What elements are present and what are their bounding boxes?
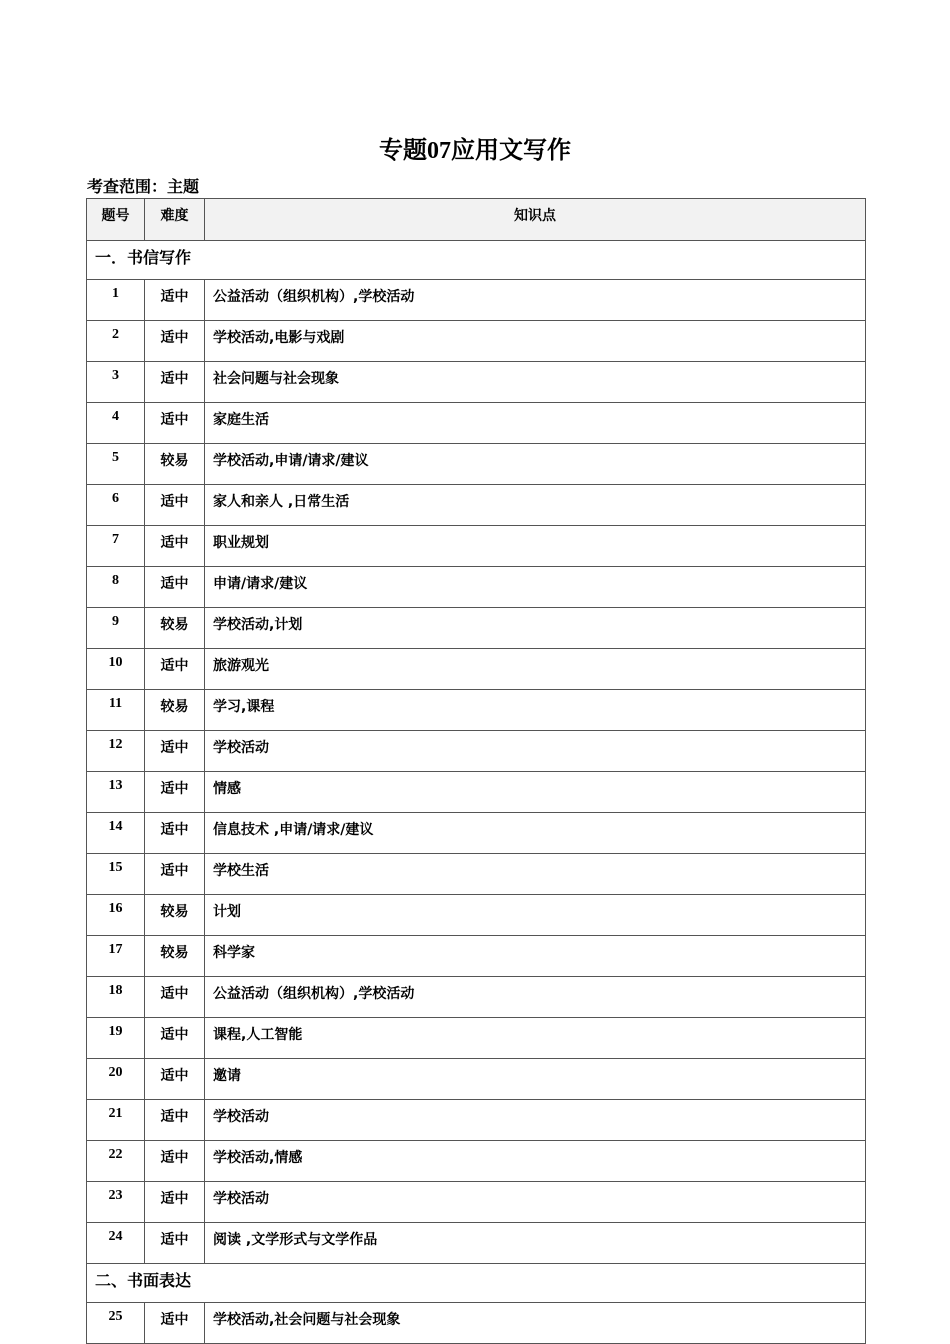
row-num: 25 (87, 1303, 145, 1344)
row-num: 24 (87, 1223, 145, 1264)
row-knowledge: 情感 (205, 772, 866, 813)
section-row (87, 241, 866, 280)
row-difficulty: 适中 (145, 1018, 205, 1059)
row-difficulty: 较易 (145, 444, 205, 485)
row-knowledge: 学校活动,计划 (205, 608, 866, 649)
table-row (87, 1018, 866, 1059)
table-row (87, 403, 866, 444)
row-difficulty: 较易 (145, 608, 205, 649)
row-knowledge: 阅读 ,文学形式与文学作品 (205, 1223, 866, 1264)
row-difficulty: 适中 (145, 649, 205, 690)
row-num: 19 (87, 1018, 145, 1059)
row-difficulty: 适中 (145, 731, 205, 772)
row-num: 13 (87, 772, 145, 813)
page-title (0, 132, 950, 169)
row-knowledge: 公益活动（组织机构）,学校活动 (205, 280, 866, 321)
table-row (87, 1100, 866, 1141)
row-num: 6 (87, 485, 145, 526)
row-num: 7 (87, 526, 145, 567)
row-num: 17 (87, 936, 145, 977)
table-row (87, 1059, 866, 1100)
header-difficulty: 难度 (145, 199, 205, 241)
row-difficulty: 适中 (145, 526, 205, 567)
section-label: 二、书面表达 (87, 1264, 866, 1303)
table-row (87, 321, 866, 362)
row-difficulty: 适中 (145, 1182, 205, 1223)
row-knowledge: 学校活动,电影与戏剧 (205, 321, 866, 362)
row-difficulty: 适中 (145, 362, 205, 403)
table-row (87, 772, 866, 813)
table-row (87, 1223, 866, 1264)
topic-table (86, 198, 866, 1344)
table-row (87, 936, 866, 977)
section-row (87, 1264, 866, 1303)
table-row (87, 690, 866, 731)
title-prefix: 专题 (379, 136, 427, 164)
row-difficulty: 适中 (145, 772, 205, 813)
table-row (87, 280, 866, 321)
table-body (87, 241, 866, 1344)
row-difficulty: 适中 (145, 280, 205, 321)
table-row (87, 444, 866, 485)
header-num: 题号 (87, 199, 145, 241)
scope-label: 考查范围：主题 (87, 177, 200, 196)
row-difficulty: 适中 (145, 1059, 205, 1100)
row-num: 5 (87, 444, 145, 485)
row-difficulty: 适中 (145, 854, 205, 895)
table-row (87, 1141, 866, 1182)
row-knowledge: 学习,课程 (205, 690, 866, 731)
row-knowledge: 家庭生活 (205, 403, 866, 444)
table-row (87, 813, 866, 854)
row-num: 9 (87, 608, 145, 649)
row-num: 22 (87, 1141, 145, 1182)
table-row (87, 567, 866, 608)
row-num: 12 (87, 731, 145, 772)
title-suffix: 应用文写作 (451, 136, 571, 164)
row-difficulty: 适中 (145, 321, 205, 362)
row-knowledge: 信息技术 ,申请/请求/建议 (205, 813, 866, 854)
row-num: 21 (87, 1100, 145, 1141)
table-row (87, 895, 866, 936)
row-knowledge: 学校活动,申请/请求/建议 (205, 444, 866, 485)
row-num: 14 (87, 813, 145, 854)
row-difficulty: 较易 (145, 690, 205, 731)
header-knowledge: 知识点 (205, 199, 866, 241)
row-knowledge: 邀请 (205, 1059, 866, 1100)
table-row (87, 362, 866, 403)
row-num: 23 (87, 1182, 145, 1223)
table-row (87, 608, 866, 649)
row-num: 20 (87, 1059, 145, 1100)
row-knowledge: 学校活动,社会问题与社会现象 (205, 1303, 866, 1344)
row-knowledge: 学校活动,情感 (205, 1141, 866, 1182)
row-knowledge: 学校活动 (205, 731, 866, 772)
row-num: 15 (87, 854, 145, 895)
table-header-row (87, 199, 866, 241)
table-row (87, 485, 866, 526)
row-num: 2 (87, 321, 145, 362)
row-knowledge: 家人和亲人 ,日常生活 (205, 485, 866, 526)
row-knowledge: 学校活动 (205, 1182, 866, 1223)
table-row (87, 731, 866, 772)
table-row (87, 649, 866, 690)
row-difficulty: 较易 (145, 936, 205, 977)
row-difficulty: 较易 (145, 895, 205, 936)
row-difficulty: 适中 (145, 1141, 205, 1182)
row-knowledge: 学校生活 (205, 854, 866, 895)
row-num: 1 (87, 280, 145, 321)
row-difficulty: 适中 (145, 403, 205, 444)
row-num: 3 (87, 362, 145, 403)
row-num: 16 (87, 895, 145, 936)
section-label: 一．书信写作 (87, 241, 866, 280)
row-difficulty: 适中 (145, 977, 205, 1018)
table-row (87, 977, 866, 1018)
row-difficulty: 适中 (145, 1303, 205, 1344)
table-row (87, 854, 866, 895)
table-row (87, 1303, 866, 1344)
row-knowledge: 公益活动（组织机构）,学校活动 (205, 977, 866, 1018)
row-num: 10 (87, 649, 145, 690)
row-knowledge: 课程,人工智能 (205, 1018, 866, 1059)
row-knowledge: 科学家 (205, 936, 866, 977)
row-num: 11 (87, 690, 145, 731)
row-knowledge: 学校活动 (205, 1100, 866, 1141)
row-num: 8 (87, 567, 145, 608)
row-knowledge: 计划 (205, 895, 866, 936)
table-row (87, 1182, 866, 1223)
table-row (87, 526, 866, 567)
row-knowledge: 职业规划 (205, 526, 866, 567)
row-knowledge: 申请/请求/建议 (205, 567, 866, 608)
row-difficulty: 适中 (145, 485, 205, 526)
row-difficulty: 适中 (145, 1223, 205, 1264)
row-difficulty: 适中 (145, 567, 205, 608)
row-difficulty: 适中 (145, 813, 205, 854)
title-number: 07 (427, 138, 451, 164)
row-difficulty: 适中 (145, 1100, 205, 1141)
row-knowledge: 旅游观光 (205, 649, 866, 690)
row-knowledge: 社会问题与社会现象 (205, 362, 866, 403)
row-num: 4 (87, 403, 145, 444)
row-num: 18 (87, 977, 145, 1018)
